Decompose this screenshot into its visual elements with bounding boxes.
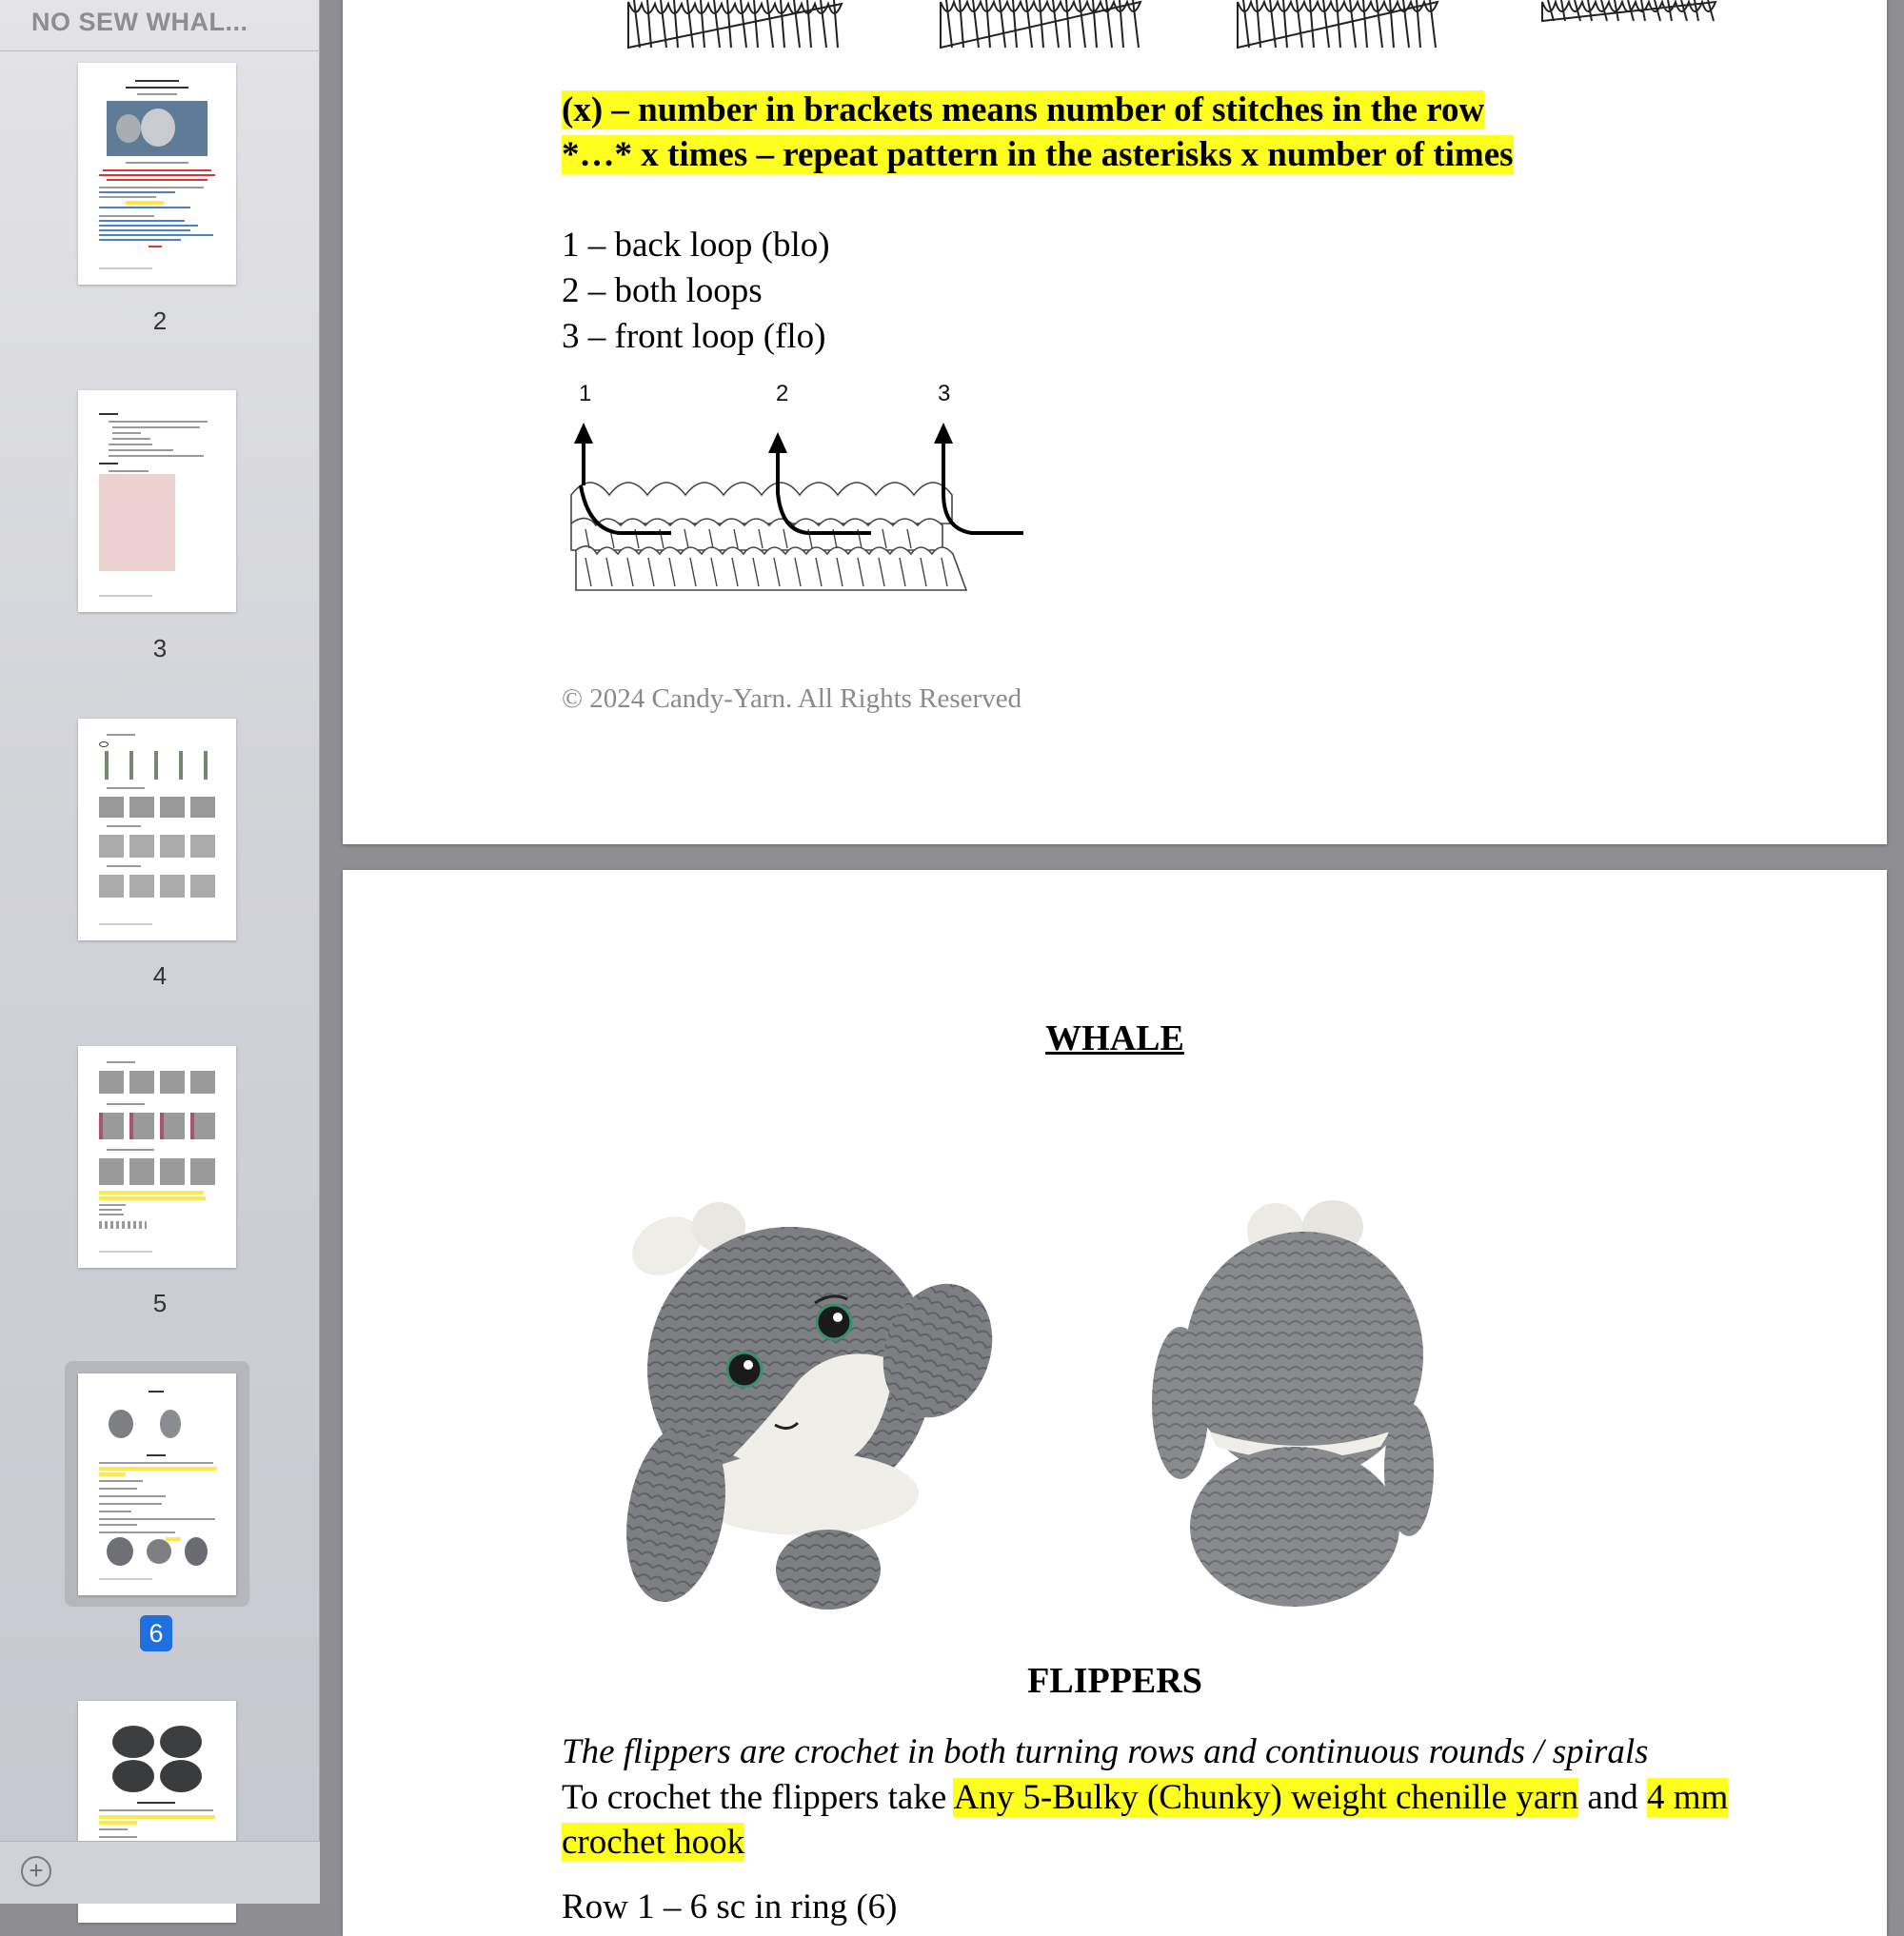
loops-diagram [566,381,1119,609]
row-1-instruction: Row 1 – 6 sc in ring (6) [562,1887,898,1926]
whale-photo-back [1142,1194,1447,1612]
thumbnail-page-6[interactable] [78,1373,236,1595]
thumbnail-label-page-2: 2 [152,306,168,335]
diagram-label-1: 1 [579,381,592,406]
flippers-materials: To crochet the flippers take Any 5-Bulky (Chunky) weight chenille yarn and 4 mm crochet hook [562,1778,1729,1862]
thumbnail-label-page-5: 5 [152,1289,168,1317]
thumbnail-page-5[interactable] [78,1046,236,1268]
thumbnail-page-2[interactable] [78,63,236,285]
stitch-illustrations [343,0,1887,57]
cover-photo [107,101,208,156]
thumbnail-page-3[interactable] [78,390,236,612]
thumbnail-label-page-6: 6 [140,1615,172,1651]
yarn-requirement: Any 5-Bulky (Chunky) weight chenille yarn [953,1778,1579,1817]
loop-back: 1 – back loop (blo) [562,226,830,265]
loop-both: 2 – both loops [562,271,763,310]
whale-photo-front [609,1189,1000,1608]
thumbnail-label-page-3: 3 [152,634,168,662]
thumbnail-page-4[interactable] [78,719,236,940]
legend-asterisks: *…* x times – repeat pattern in the asterisks x number of times [562,135,1514,174]
section-title-flippers: FLIPPERS [1027,1661,1202,1701]
loop-front: 3 – front loop (flo) [562,317,826,356]
thumbnail-label-page-4: 4 [152,961,168,990]
instruction-photo [99,474,175,571]
legend-brackets: (x) – number in brackets means number of stitches in the row [562,90,1485,129]
flippers-intro: The flippers are crochet in both turning rows and continuous rounds / spirals [562,1732,1649,1771]
thumbnail-sidebar [0,0,320,1904]
section-title-whale: WHALE [1045,1018,1184,1058]
document-title: NO SEW WHAL... [0,0,320,51]
diagram-label-3: 3 [938,381,951,406]
diagram-label-2: 2 [776,381,789,406]
document-viewer[interactable] [321,0,1904,1926]
page-5 [343,0,1887,844]
copyright-notice: © 2024 Candy-Yarn. All Rights Reserved [562,683,1022,714]
sidebar-footer [0,1841,320,1904]
page-6 [343,870,1887,1936]
hook-requirement: 4 mm crochet hook [562,1778,1729,1862]
plus-circle-icon[interactable]: + [21,1856,51,1887]
